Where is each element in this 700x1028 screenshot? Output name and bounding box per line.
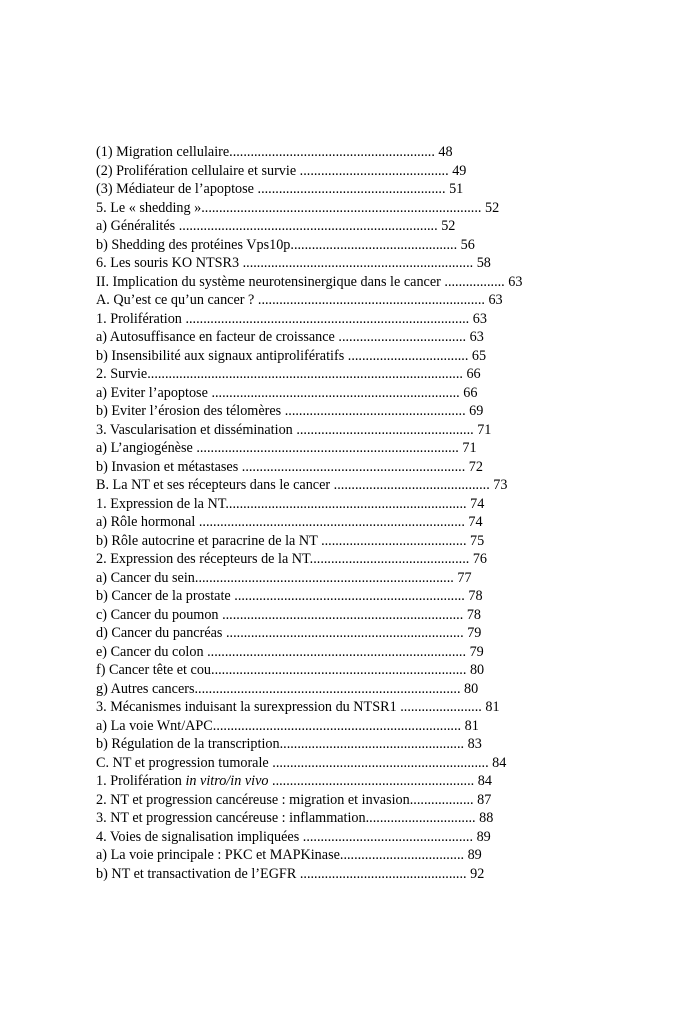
toc-entry-page-number: 79 <box>469 643 484 660</box>
toc-entry-label: C. NT et progression tumorale <box>96 754 273 771</box>
toc-entry <box>96 661 596 680</box>
toc-entry-page-number: 74 <box>468 514 483 530</box>
toc-entry-label: 6. Les souris KO NTSR3 <box>96 255 243 271</box>
toc-entry-leader-dots: ................................................ <box>302 828 474 845</box>
toc-entry-leader-dots: ................................... <box>339 847 465 863</box>
toc-entry-label: b) Shedding des protéines Vps10p <box>96 236 291 253</box>
toc-entry-label: g) Autres cancers <box>96 680 195 697</box>
toc-entry-page-number: 52 <box>484 199 500 216</box>
toc-entry-label: 1. Prolifération <box>96 773 186 789</box>
toc-entry-label: a) Rôle hormonal <box>96 514 199 530</box>
toc-entry <box>96 772 596 791</box>
toc-entry <box>96 643 596 662</box>
toc-entry-page-number: 81 <box>464 717 479 734</box>
toc-entry-label: b) Cancer de la prostate <box>96 588 235 604</box>
toc-entry <box>96 846 596 865</box>
toc-entry-label: B. La NT et ses récepteurs dans le cancer <box>96 477 334 493</box>
toc-entry-leader-dots: .................. <box>409 791 474 808</box>
toc-entry-page-number: 78 <box>466 606 481 623</box>
toc-entry-leader-dots: .................................................................... <box>225 495 467 512</box>
toc-entry-label: 4. Voies de signalisation impliquées <box>96 828 303 845</box>
toc-entry-leader-dots: .................................... <box>338 329 467 345</box>
toc-entry-leader-dots: ................................................................... <box>226 625 464 641</box>
toc-entry-leader-dots: .......................................... <box>299 162 449 179</box>
toc-entry-page-number: 84 <box>477 773 492 789</box>
toc-entry <box>96 735 596 754</box>
toc-entry-leader-dots: ............................................... <box>299 865 467 882</box>
toc-entry-page-number: 76 <box>472 551 488 567</box>
toc-entry-leader-dots: ................. <box>444 273 505 290</box>
toc-entry-page-number: 81 <box>485 699 500 715</box>
toc-entry-leader-dots: ............................................................................... <box>201 199 482 216</box>
toc-entry-page-number: 66 <box>463 384 478 401</box>
toc-entry-page-number: 79 <box>467 625 482 641</box>
toc-entry <box>96 717 596 736</box>
toc-entry-leader-dots: .................................................... <box>279 736 465 752</box>
toc-entry-leader-dots: ................................................... <box>284 403 466 419</box>
toc-entry-leader-dots: ............................................ <box>333 477 490 493</box>
toc-entry-label: 5. Le « shedding » <box>96 199 202 216</box>
toc-entry-page-number: 63 <box>488 292 503 308</box>
toc-entry-label: a) La voie Wnt/APC <box>96 717 213 734</box>
toc-entry-leader-dots: ...................................................................... <box>211 384 460 401</box>
toc-entry <box>96 587 596 606</box>
toc-entry-leader-dots: ................................................................. <box>242 255 474 271</box>
toc-entry-page-number: 63 <box>469 329 484 345</box>
toc-entry <box>96 439 596 458</box>
toc-entry-page-number: 73 <box>493 477 508 493</box>
toc-entry-label: 3. Mécanismes induisant la surexpression du NTSR1 <box>96 699 401 715</box>
toc-entry <box>96 865 596 884</box>
toc-entry <box>96 180 596 199</box>
toc-entry-page-number: 72 <box>468 458 483 475</box>
toc-entry-page-number: 63 <box>508 273 523 290</box>
toc-entry <box>96 291 596 310</box>
toc-entry-leader-dots: ......................................................................... <box>178 218 438 234</box>
toc-entry <box>96 217 596 236</box>
toc-entry-page-number: 77 <box>457 569 472 586</box>
toc-entry-label: (2) Prolifération cellulaire et survie <box>96 162 300 179</box>
toc-entry-page-number: 87 <box>477 791 492 808</box>
toc-entry-label: (1) Migration cellulaire <box>96 144 230 160</box>
toc-entry <box>96 384 596 403</box>
toc-entry <box>96 569 596 588</box>
toc-entry-page-number: 51 <box>449 181 464 197</box>
toc-entry-leader-dots: .......................................................................... <box>196 440 459 456</box>
toc-entry-page-number: 49 <box>452 162 467 179</box>
toc-entry <box>96 495 596 514</box>
toc-entry <box>96 236 596 255</box>
toc-entry-leader-dots: ................................................................................ <box>185 310 470 327</box>
toc-entry-leader-dots: ............................................................... <box>241 458 466 475</box>
toc-entry-label: a) Eviter l’apoptose <box>96 384 212 401</box>
toc-entry-label: d) Cancer du pancréas <box>96 625 226 641</box>
toc-entry-label: 3. NT et progression cancéreuse : inflammation <box>96 810 366 826</box>
toc-entry-page-number: 48 <box>438 144 453 160</box>
toc-entry <box>96 680 596 699</box>
toc-entry-label: 3. Vascularisation et dissémination <box>96 421 297 438</box>
toc-entry <box>96 162 596 181</box>
toc-entry-page-number: 52 <box>441 218 456 234</box>
toc-entry-page-number: 83 <box>467 736 482 752</box>
toc-entry-leader-dots: ......................................................... <box>268 773 475 789</box>
toc-entry-page-number: 80 <box>469 662 485 678</box>
toc-entry-page-number: 71 <box>462 440 477 456</box>
toc-entry-page-number: 58 <box>476 255 491 271</box>
toc-entry <box>96 698 596 717</box>
toc-entry-label: 2. NT et progression cancéreuse : migration et invasion <box>96 791 410 808</box>
toc-entry-page-number: 71 <box>477 421 492 438</box>
toc-entry <box>96 458 596 477</box>
toc-entry-label: a) L’angiogénèse <box>96 440 197 456</box>
toc-entry-label: 2. Survie <box>96 366 148 382</box>
toc-entry-leader-dots: ..................................................... <box>257 181 446 197</box>
toc-entry-label: a) Cancer du sein <box>96 569 195 586</box>
toc-entry-leader-dots: ......................................................................................... <box>147 366 463 382</box>
toc-entry-page-number: 78 <box>468 588 483 604</box>
toc-entry-label: A. Qu’est ce qu’un cancer ? <box>96 292 258 308</box>
toc-entry-page-number: 89 <box>467 847 482 863</box>
toc-entry <box>96 754 596 773</box>
toc-entry-leader-dots: ................................................................. <box>234 588 465 604</box>
toc-entry-label-italic: in vitro/in vivo <box>185 773 269 789</box>
toc-entry-label: a) Généralités <box>96 218 179 234</box>
toc-entry-page-number: 92 <box>470 865 485 882</box>
table-of-contents <box>96 143 596 883</box>
toc-entry-leader-dots: .......................................................... <box>229 144 435 160</box>
toc-entry <box>96 791 596 810</box>
toc-entry-label: (3) Médiateur de l’apoptose <box>96 181 258 197</box>
toc-entry <box>96 476 596 495</box>
toc-entry <box>96 254 596 273</box>
toc-entry <box>96 624 596 643</box>
toc-entry <box>96 828 596 847</box>
toc-entry-page-number: 74 <box>470 495 485 512</box>
toc-entry-page-number: 84 <box>492 754 507 771</box>
toc-entry-label: b) Régulation de la transcription <box>96 736 280 752</box>
toc-entry-page-number: 66 <box>466 366 481 382</box>
toc-entry-label: b) Invasion et métastases <box>96 458 242 475</box>
toc-entry-leader-dots: ........................................................................ <box>211 662 467 678</box>
toc-entry-leader-dots: ............................................................. <box>272 754 489 771</box>
toc-entry-page-number: 89 <box>476 828 491 845</box>
toc-entry <box>96 143 596 162</box>
toc-entry-label: 1. Expression de la NT <box>96 495 226 512</box>
toc-entry <box>96 328 596 347</box>
toc-entry <box>96 809 596 828</box>
toc-entry-label: e) Cancer du colon <box>96 643 208 660</box>
toc-entry-label: 1. Prolifération <box>96 310 186 327</box>
toc-entry-page-number: 88 <box>479 810 494 826</box>
toc-entry-leader-dots: ......................................... <box>321 532 467 549</box>
toc-entry-leader-dots: .................................................. <box>296 421 474 438</box>
toc-entry <box>96 550 596 569</box>
toc-entry-page-number: 69 <box>469 403 484 419</box>
toc-entry-leader-dots: ........................................................................... <box>194 680 461 697</box>
toc-entry-leader-dots: .................................. <box>347 347 469 364</box>
toc-entry-label: b) Rôle autocrine et paracrine de la NT <box>96 532 322 549</box>
toc-entry-page-number: 63 <box>472 310 487 327</box>
toc-entry-label: c) Cancer du poumon <box>96 606 223 623</box>
toc-entry <box>96 365 596 384</box>
toc-entry-leader-dots: ........................................................................... <box>198 514 465 530</box>
toc-entry-label: a) Autosuffisance en facteur de croissance <box>96 329 339 345</box>
toc-entry-label: b) Insensibilité aux signaux antiprolifératifs <box>96 347 348 364</box>
toc-entry-label: b) Eviter l’érosion des télomères <box>96 403 285 419</box>
toc-entry-label: II. Implication du système neurotensinergique dans le cancer <box>96 273 445 290</box>
toc-entry-leader-dots: ............................................... <box>290 236 458 253</box>
toc-entry-page-number: 75 <box>470 532 485 549</box>
toc-entry-leader-dots: ......................................................................... <box>207 643 467 660</box>
toc-entry <box>96 513 596 532</box>
toc-entry <box>96 532 596 551</box>
toc-entry <box>96 310 596 329</box>
toc-entry-leader-dots: .................................................................... <box>222 606 464 623</box>
toc-entry-leader-dots: ................................................................ <box>257 292 485 308</box>
toc-entry-label: f) Cancer tête et cou <box>96 662 212 678</box>
toc-entry-leader-dots: ............................... <box>365 810 476 826</box>
toc-entry <box>96 347 596 366</box>
toc-entry <box>96 421 596 440</box>
toc-entry-label: b) NT et transactivation de l’EGFR <box>96 865 300 882</box>
toc-entry-page-number: 80 <box>464 680 479 697</box>
toc-entry-leader-dots: ......................................................................... <box>194 569 454 586</box>
toc-entry-page-number: 56 <box>460 236 475 253</box>
toc-entry <box>96 402 596 421</box>
toc-entry <box>96 606 596 625</box>
toc-entry <box>96 273 596 292</box>
toc-entry <box>96 199 596 218</box>
toc-entry-label: 2. Expression des récepteurs de la NT <box>96 551 310 567</box>
toc-entry-leader-dots: ............................................. <box>309 551 470 567</box>
toc-entry-leader-dots: ....................... <box>400 699 482 715</box>
toc-entry-page-number: 65 <box>471 347 487 364</box>
toc-entry-label: a) La voie principale : PKC et MAPKinase <box>96 847 340 863</box>
toc-entry-leader-dots: ...................................................................... <box>212 717 462 734</box>
